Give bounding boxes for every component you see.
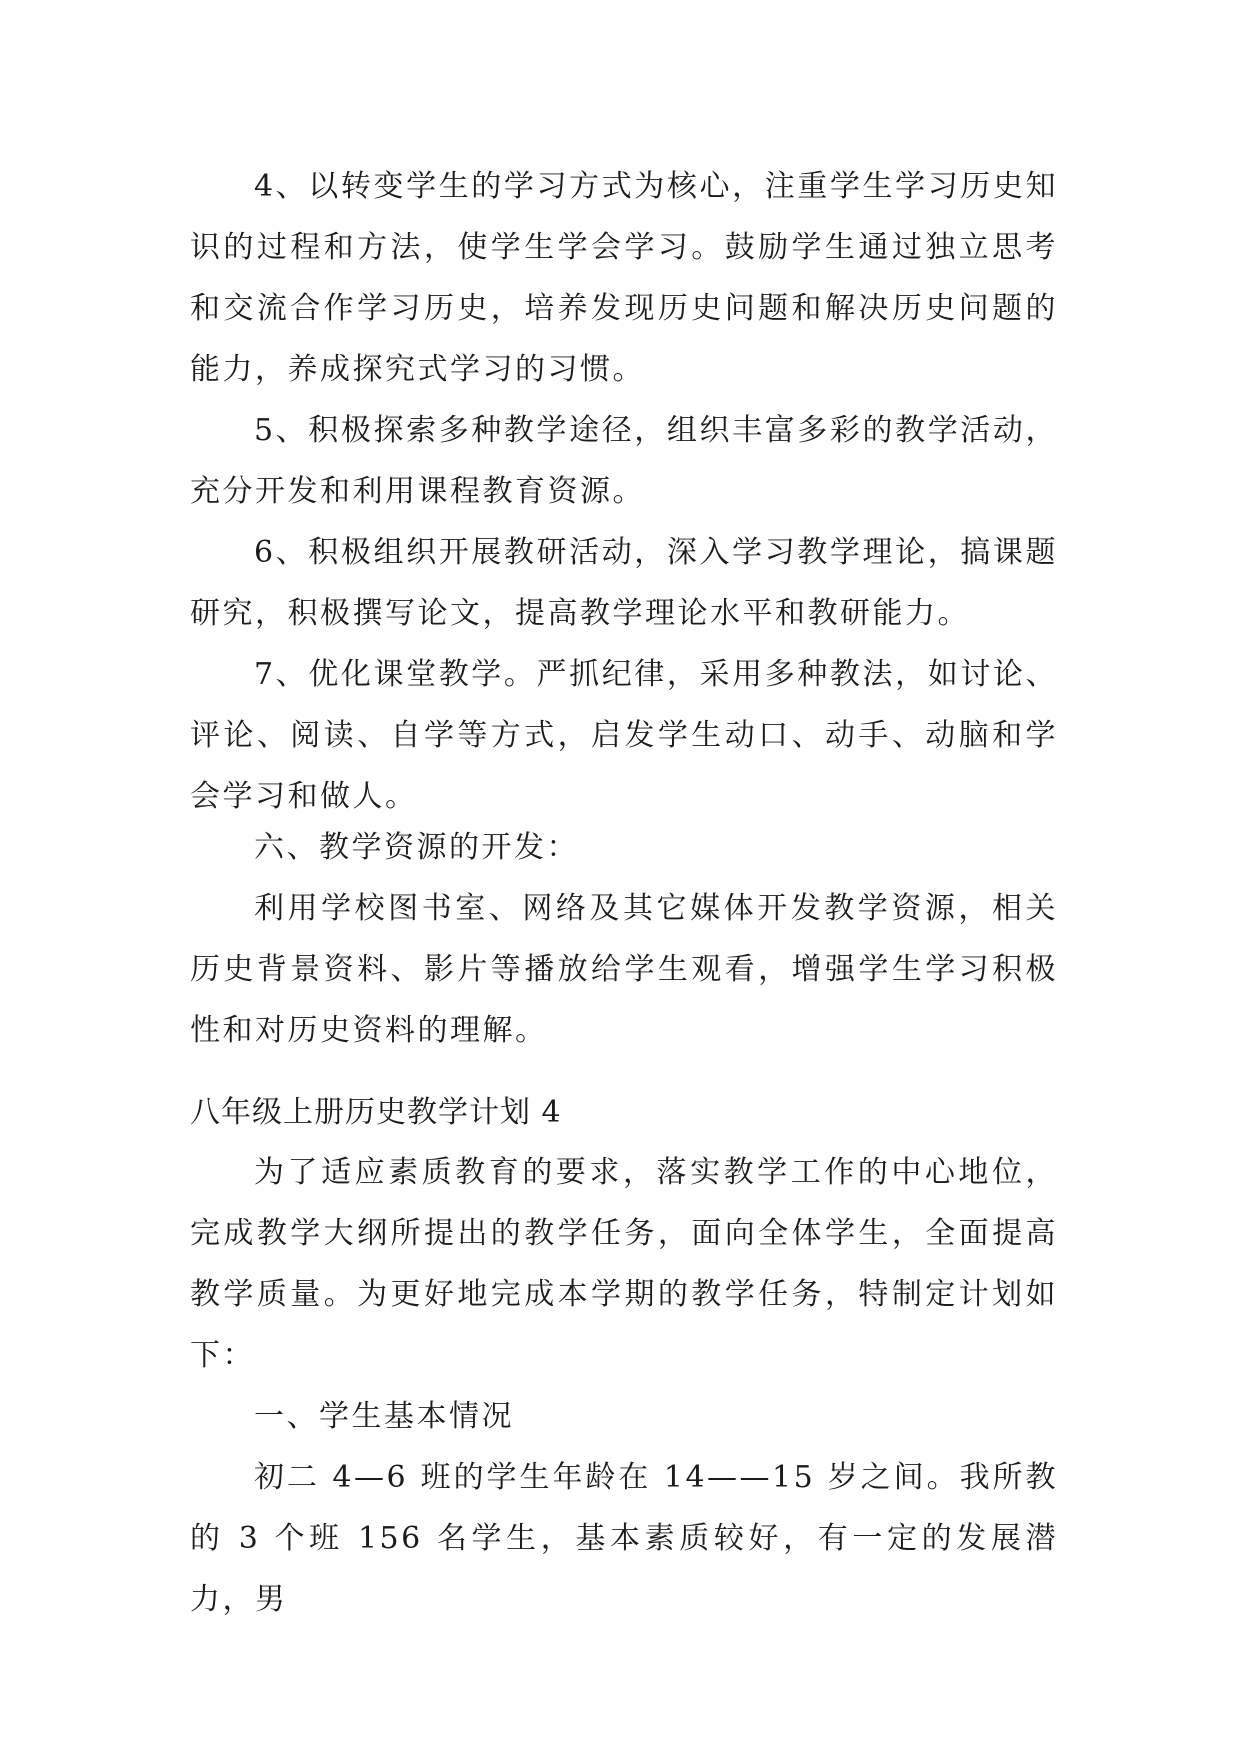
paragraph-resources: 利用学校图书室、网络及其它媒体开发教学资源，相关历史背景资料、影片等播放给学生观看，增强学生学习积极性和对历史资料的理解。 <box>190 891 1058 1048</box>
paragraph-item-7: 7、优化课堂教学。严抓纪律，采用多种教法，如讨论、评论、阅读、自学等方式，启发学生动口、动手、动脑和学会学习和做人。 <box>190 657 1058 814</box>
subheading-resources: 六、教学资源的开发： <box>254 830 579 865</box>
paragraph-item-5: 5、积极探索多种教学途径，组织丰富多彩的教学活动，充分开发和利用课程教育资源。 <box>190 413 1058 509</box>
paragraph-item-4: 4、以转变学生的学习方式为核心，注重学生学习历史知识的过程和方法，使学生学会学习。鼓励学生通过独立思考和交流合作学习历史，培养发现历史问题和解决历史问题的能力，养成探究式学习的习惯。 <box>190 169 1058 387</box>
paragraph-item-6: 6、积极组织开展教研活动，深入学习教学理论，搞课题研究，积极撰写论文，提高教学理论水平和教研能力。 <box>190 535 1058 631</box>
paragraph-students: 初二 4—6 班的学生年龄在 14——15 岁之间。我所教的 3 个班 156 名学生，基本素质较好，有一定的发展潜力，男 <box>190 1460 1058 1617</box>
section-title: 八年级上册历史教学计划 4 <box>190 1095 562 1130</box>
paragraph-intro: 为了适应素质教育的要求，落实教学工作的中心地位，完成教学大纲所提出的教学任务，面向全体学生，全面提高教学质量。为更好地完成本学期的教学任务，特制定计划如下： <box>190 1155 1058 1373</box>
subheading-students: 一、学生基本情况 <box>254 1399 514 1434</box>
